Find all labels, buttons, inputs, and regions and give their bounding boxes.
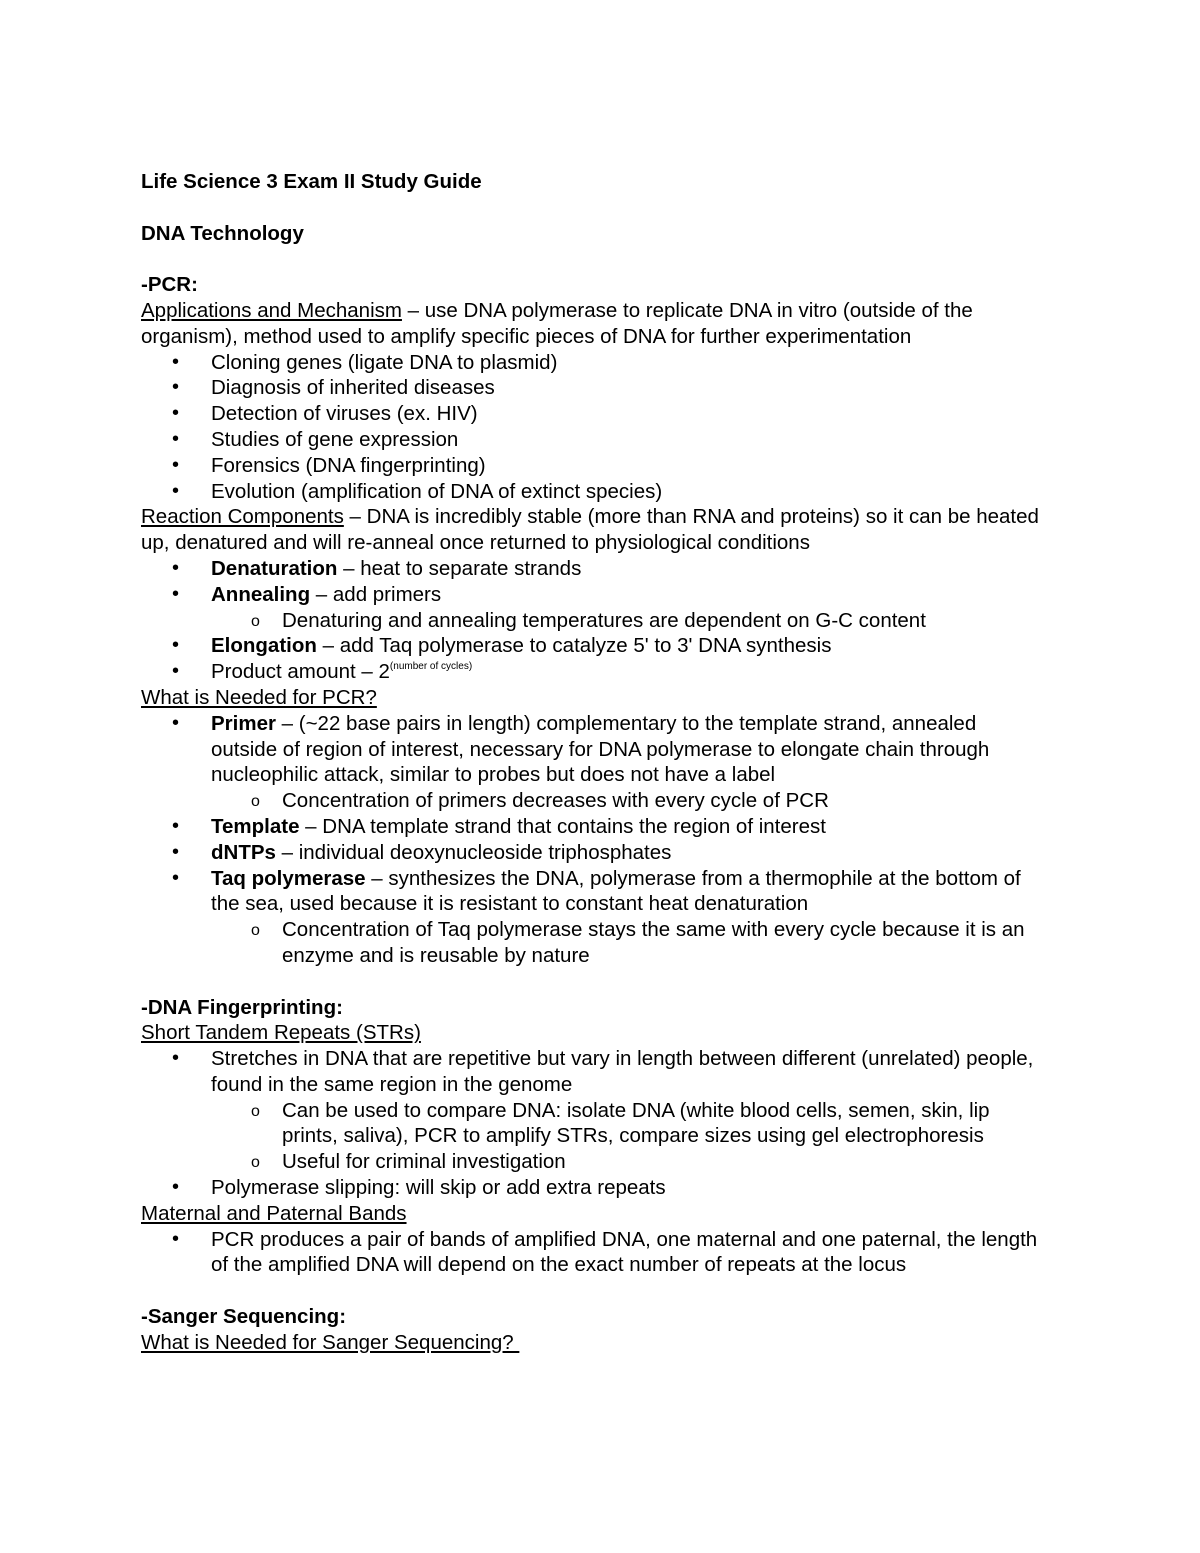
applications-text: – use DNA polymerase to replicate DNA in vitro (outside of the organism), method used to amplify specific pieces of DNA for further experimentation — [141, 298, 973, 348]
sub-list-item: o Useful for criminal investigation — [141, 1149, 1046, 1175]
str-label: Short Tandem Repeats (STRs) — [141, 1021, 421, 1045]
bands-label: Maternal and Paternal Bands — [141, 1201, 407, 1225]
str-list — [141, 1046, 1046, 1201]
product-amount-exponent: (number of cycles) — [389, 661, 473, 673]
document-title: Life Science 3 Exam II Study Guide — [141, 170, 482, 193]
applications-list — [141, 350, 1046, 505]
reaction-list — [141, 556, 1046, 685]
bands-list — [141, 1227, 1046, 1279]
product-amount-text: Product amount – 2 — [211, 660, 390, 684]
term: Template — [211, 814, 300, 838]
reaction-text: – DNA is incredibly stable (more than RNA and proteins) so it can be heated up, denatured and will re-anneal once returned to physiological conditions — [141, 505, 1039, 555]
list-item — [141, 633, 1046, 659]
sub-list-item: o Concentration of Taq polymerase stays the same with every cycle because it is an enzyme and is reusable by nature — [141, 917, 1046, 969]
list-item: • Stretches in DNA that are repetitive but vary in length between different (unrelated) people, found in the same region in the genome — [141, 1046, 1046, 1098]
term: Denaturation — [211, 556, 338, 580]
list-item: • PCR produces a pair of bands of amplified DNA, one maternal and one paternal, the length of the amplified DNA will depend on the exact number of repeats at the locus — [141, 1227, 1046, 1279]
definition: – add primers — [310, 582, 442, 606]
definition: – synthesizes the DNA, polymerase from a thermophile at the bottom of the sea, used because it is resistant to constant heat denaturation — [211, 866, 1021, 916]
term: Primer — [211, 711, 276, 735]
definition: – heat to separate strands — [337, 556, 582, 580]
sub-list-item: o Denaturing and annealing temperatures are dependent on G-C content — [141, 608, 1046, 634]
section-heading: DNA Technology — [141, 221, 304, 245]
definition: – individual deoxynucleoside triphosphates — [275, 840, 672, 864]
sub-list-item: o Can be used to compare DNA: isolate DNA (white blood cells, semen, skin, lip prints, saliva), PCR to amplify STRs, compare sizes using gel electrophoresis — [141, 1098, 1046, 1150]
definition: – add Taq polymerase to catalyze 5' to 3' DNA synthesis — [316, 634, 832, 658]
term: Annealing — [211, 582, 311, 606]
term: Taq polymerase — [211, 866, 366, 890]
list-item — [141, 556, 1046, 582]
document-content — [141, 169, 1046, 1356]
sub-list-item: o Concentration of primers decreases with every cycle of PCR — [141, 788, 1046, 814]
needed-pcr-list — [141, 711, 1046, 969]
list-item: • Forensics (DNA fingerprinting) — [141, 453, 1046, 479]
needed-sanger-label: What is Needed for Sanger Sequencing? — [141, 1330, 520, 1354]
list-item: • Cloning genes (ligate DNA to plasmid) — [141, 350, 1046, 376]
list-item — [141, 582, 1046, 608]
applications-label: Applications and Mechanism — [141, 298, 402, 322]
list-item — [141, 814, 1046, 840]
sanger-heading: -Sanger Sequencing: — [141, 1305, 347, 1329]
fingerprinting-heading: -DNA Fingerprinting: — [141, 995, 343, 1019]
applications-paragraph — [141, 298, 1046, 350]
list-item: • Detection of viruses (ex. HIV) — [141, 401, 1046, 427]
list-item — [141, 659, 1046, 685]
reaction-label: Reaction Components — [141, 505, 344, 529]
reaction-paragraph — [141, 504, 1046, 556]
definition: – DNA template strand that contains the region of interest — [299, 814, 826, 838]
needed-pcr-label: What is Needed for PCR? — [141, 685, 377, 709]
list-item — [141, 866, 1046, 918]
list-item — [141, 711, 1046, 788]
term: Elongation — [211, 634, 317, 658]
pcr-heading: -PCR: — [141, 273, 198, 297]
list-item — [141, 840, 1046, 866]
definition: – (~22 base pairs in length) complementary to the template strand, annealed outside of region of interest, necessary for DNA polymerase to elongate chain through nucleophilic attack, similar to probes but does not have a label — [211, 711, 990, 787]
list-item: • Studies of gene expression — [141, 427, 1046, 453]
term: dNTPs — [211, 840, 276, 864]
list-item: • Diagnosis of inherited diseases — [141, 375, 1046, 401]
list-item: • Polymerase slipping: will skip or add extra repeats — [141, 1175, 1046, 1201]
list-item: • Evolution (amplification of DNA of extinct species) — [141, 479, 1046, 505]
